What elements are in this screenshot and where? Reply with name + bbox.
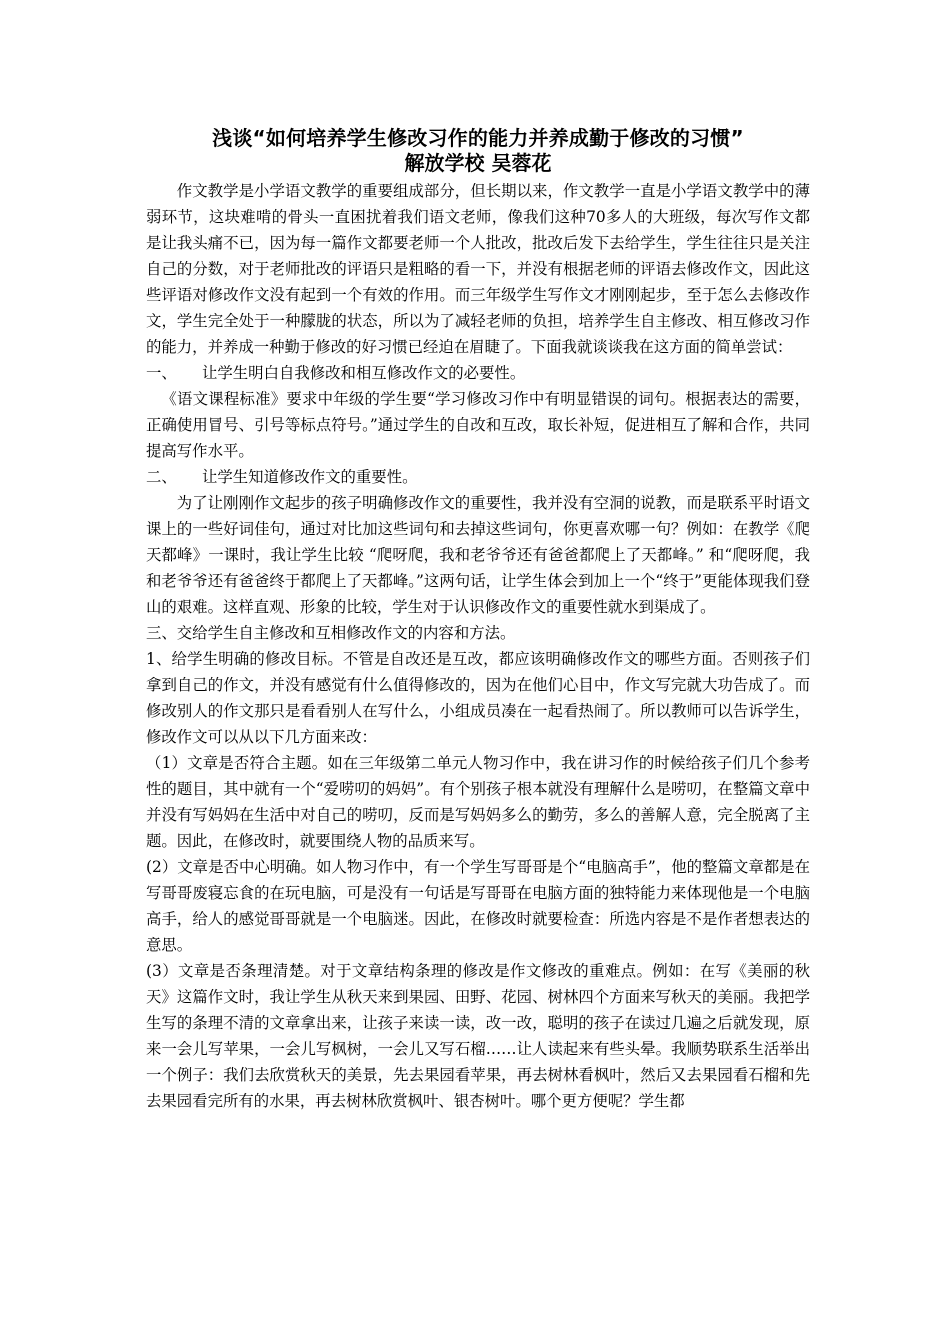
- intro-paragraph: 作文教学是小学语文教学的重要组成部分，但长期以来，作文教学一直是小学语文教学中的薄弱环节，这块难啃的骨头一直困扰着我们语文老师，像我们这种70多人的大班级，每次写作文都是让我头痛不已，因为每一篇作文都要老师一个人批改，批改后发下去给学生，学生往往只是关注自己的分数，对于老师批改的评语只是粗略的看一下，并没有根据老师的评语去修改作文，因此这些评语对修改作文没有起到一个有效的作用。而三年级学生写作文才刚刚起步，至于怎么去修改作文，学生完全处于一种朦胧的状态，所以为了减轻老师的负担，培养学生自主修改、相互修改习作的能力，并养成一种勤于修改的好习惯已经迫在眉睫了。下面我就谈谈我在这方面的简单尝试：: [146, 182, 810, 356]
- section-2-number: 二、: [146, 468, 177, 486]
- section-3-point-2: (2）文章是否中心明确。如人物习作中，有一个学生写哥哥是个“电脑高手”，他的整篇文章都是在写哥哥废寝忘食的在玩电脑，可是没有一句话是写哥哥在电脑方面的独特能力来体现他是一个电脑高手，给人的感觉哥哥就是一个电脑迷。因此，在修改时就要检查：所选内容是不是作者想表达的意思。: [146, 858, 810, 954]
- document-page: [146, 126, 810, 1114]
- section-1-number: 一、: [146, 364, 177, 382]
- document-author: 解放学校 吴蓉花: [404, 151, 552, 175]
- section-3-point-3: (3）文章是否条理清楚。对于文章结构条理的修改是作文修改的重难点。例如：在写《美丽的秋天》这篇作文时，我让学生从秋天来到果园、田野、花园、树林四个方面来写秋天的美丽。我把学生写的条理不清的文章拿出来，让孩子来读一读，改一改，聪明的孩子在读过几遍之后就发现，原来一会儿写苹果，一会儿写枫树，一会儿又写石榴……让人读起来有些头晕。我顺势联系生活举出一个例子：我们去欣赏秋天的美景，先去果园看苹果，再去树林看枫叶，然后又去果园看石榴和先去果园看完所有的水果，再去树林欣赏枫叶、银杏树叶。哪个更方便呢？学生都: [146, 962, 810, 1110]
- section-3-item-1: 1、给学生明确的修改目标。不管是自改还是互改，都应该明确修改作文的哪些方面。否则孩子们拿到自己的作文，并没有感觉有什么值得修改的，因为在他们心目中，作文写完就大功告成了。而修改别人的作文那只是看看别人在写什么，小组成员凑在一起看热闹了。所以教师可以告诉学生，修改作文可以从以下几方面来改：: [146, 650, 810, 746]
- section-1-body: 《语文课程标准》要求中年级的学生要“学习修改习作中有明显错误的词句。根据表达的需要，正确使用冒号、引号等标点符号。”通过学生的自改和互改，取长补短，促进相互了解和合作，共同提高写作水平。: [146, 390, 810, 460]
- section-1-heading-text: 让学生明白自我修改和相互修改作文的必要性。: [202, 364, 526, 382]
- section-2-heading-text: 让学生知道修改作文的重要性。: [202, 468, 418, 486]
- section-2-heading: [146, 464, 810, 490]
- section-1-heading: [146, 360, 810, 386]
- section-3-point-1: （1）文章是否符合主题。如在三年级第二单元人物习作中，我在讲习作的时候给孩子们几个参考性的题目，其中就有一个“爱唠叨的妈妈”。有个别孩子根本就没有理解什么是唠叨，在整篇文章中并没有写妈妈在生活中对自己的唠叨，反而是写妈妈多么的勤劳，多么的善解人意，完全脱离了主题。因此，在修改时，就要围绕人物的品质来写。: [146, 754, 810, 850]
- document-title: 浅谈“如何培养学生修改习作的能力并养成勤于修改的习惯”: [212, 126, 744, 150]
- section-3-heading: 三、交给学生自主修改和互相修改作文的内容和方法。: [146, 624, 516, 642]
- section-2-body: 为了让刚刚作文起步的孩子明确修改作文的重要性，我并没有空洞的说教，而是联系平时语文课上的一些好词佳句，通过对比加这些词句和去掉这些词句，你更喜欢哪一句？例如：在教学《爬天都峰》一课时，我让学生比较 “爬呀爬，我和老爷爷还有爸爸都爬上了天都峰。” 和“爬呀爬，我和老爷爷还有爸爸终于都爬上了天都峰。”这两句话，让学生体会到加上一个“终于”更能体现我们登山的艰难。这样直观、形象的比较，学生对于认识修改作文的重要性就水到渠成了。: [146, 494, 810, 616]
